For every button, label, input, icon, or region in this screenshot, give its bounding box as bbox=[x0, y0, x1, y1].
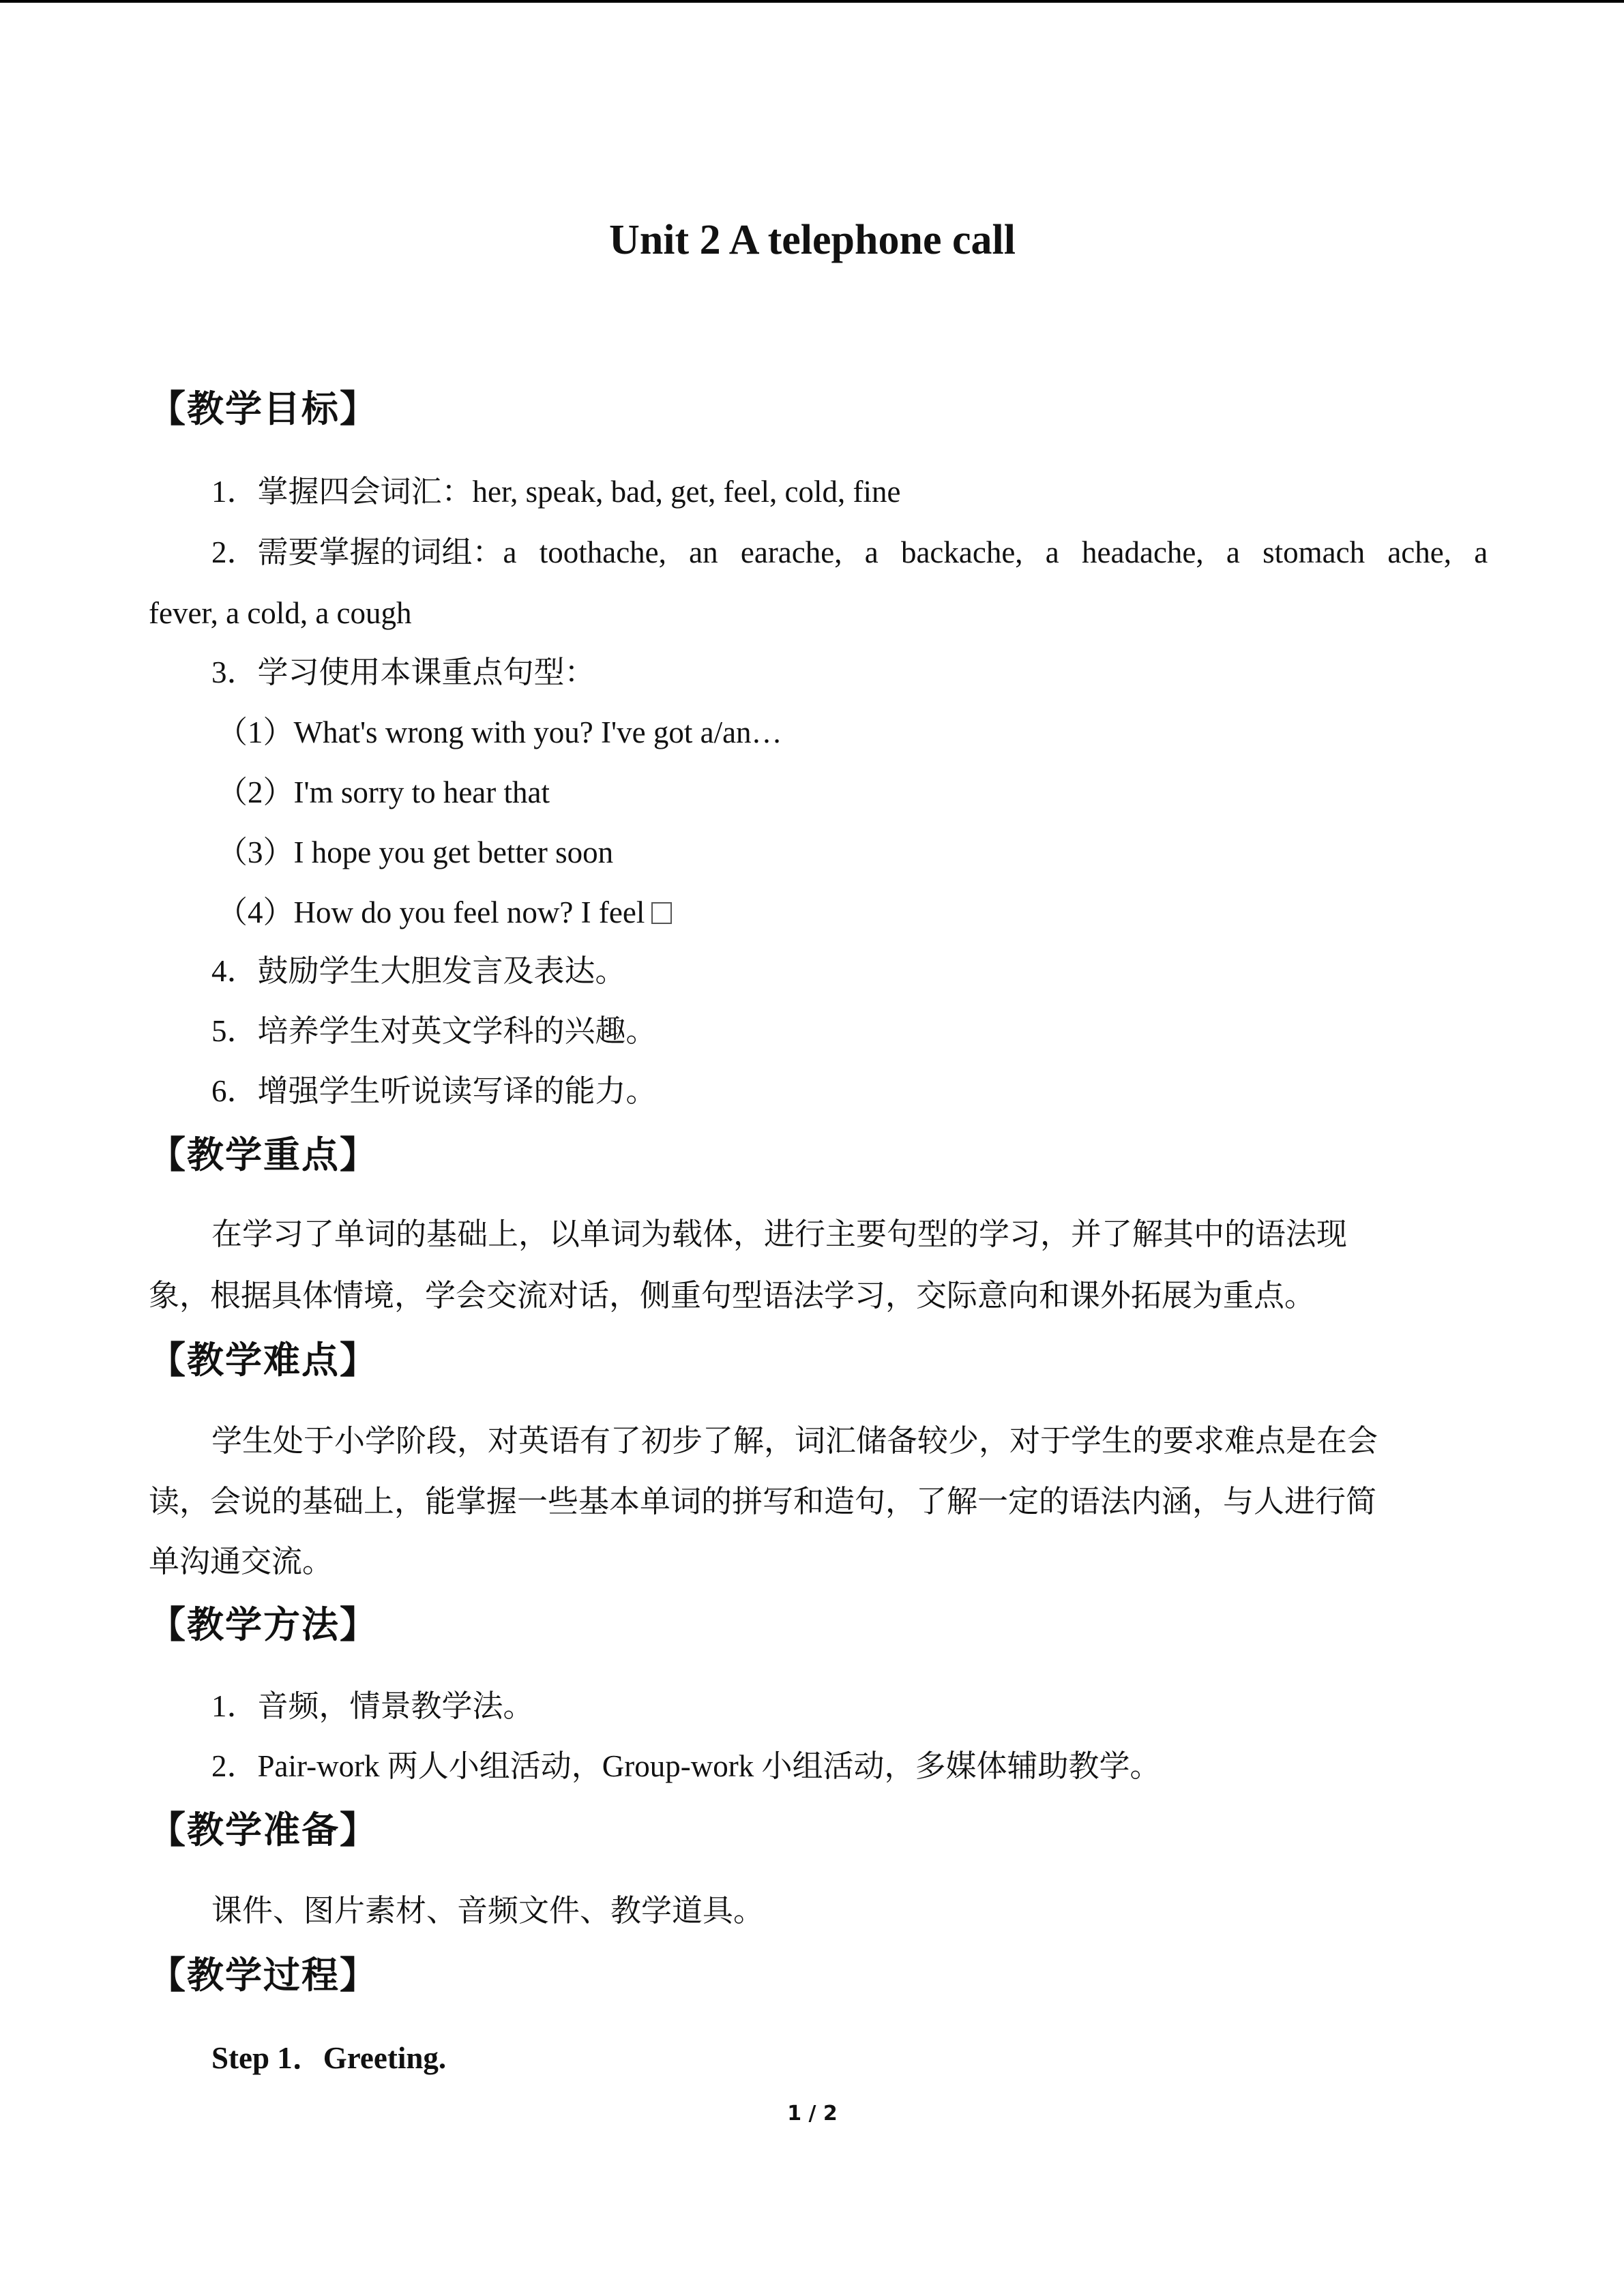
heading-preparation: 【教学准备】 bbox=[149, 1808, 378, 1851]
objective-item-3: 3．学习使用本课重点句型： bbox=[211, 655, 595, 689]
sentence-pattern-3: （3）I hope you get better soon bbox=[217, 835, 614, 869]
sentence-pattern-4-text: （4）How do you feel now? I feel bbox=[217, 895, 645, 929]
difficulties-line-2: 读，会说的基础上，能掌握一些基本单词的拼写和造句，了解一定的语法内涵，与人进行简 bbox=[149, 1485, 1377, 1519]
key-points-line-2: 象，根据具体情境，学会交流对话，侧重句型语法学习，交际意向和课外拓展为重点。 bbox=[149, 1279, 1316, 1313]
difficulties-line-3: 单沟通交流。 bbox=[149, 1545, 334, 1579]
objective-item-1: 1．掌握四会词汇：her, speak, bad, get, feel, cold, fine bbox=[211, 475, 901, 509]
heading-difficulties: 【教学难点】 bbox=[149, 1339, 378, 1382]
difficulties-line-1: 学生处于小学阶段，对英语有了初步了解，词汇储备较少，对于学生的要求难点是在会 bbox=[211, 1424, 1378, 1458]
page-number: 1 / 2 bbox=[787, 2102, 838, 2126]
method-item-2: 2．Pair-work 两人小组活动，Group-work 小组活动，多媒体辅助教学。 bbox=[211, 1749, 1161, 1783]
heading-methods: 【教学方法】 bbox=[149, 1603, 378, 1646]
objective-item-2-continuation: fever, a cold, a cough bbox=[149, 596, 412, 630]
sentence-pattern-4 bbox=[217, 892, 672, 933]
key-points-line-1: 在学习了单词的基础上，以单词为载体，进行主要句型的学习，并了解其中的语法现 bbox=[211, 1217, 1348, 1251]
heading-objectives: 【教学目标】 bbox=[149, 387, 378, 430]
heading-process: 【教学过程】 bbox=[149, 1954, 378, 1997]
objective-item-5: 5．培养学生对英文学科的兴趣。 bbox=[211, 1014, 657, 1048]
sentence-pattern-1: （1）What's wrong with you? I've got a/an… bbox=[217, 715, 782, 749]
heading-key-points: 【教学重点】 bbox=[149, 1133, 378, 1176]
objective-item-2-line: 2．需要掌握的词组：a toothache, an earache, a backache, a headache, a stomach ache, a bbox=[211, 535, 1488, 569]
method-item-1: 1．音频，情景教学法。 bbox=[211, 1689, 534, 1723]
process-step-1: Step 1．Greeting. bbox=[211, 2041, 447, 2075]
objective-item-2 bbox=[149, 532, 1488, 573]
page-title: Unit 2 A telephone call bbox=[609, 217, 1016, 263]
blank-box-icon bbox=[651, 902, 672, 924]
objective-item-4: 4．鼓励学生大胆发言及表达。 bbox=[211, 954, 626, 988]
objective-item-2-text bbox=[211, 532, 1488, 573]
top-border bbox=[0, 0, 1624, 3]
sentence-pattern-2: （2）I'm sorry to hear that bbox=[217, 775, 550, 809]
objective-item-6: 6．增强学生听说读写译的能力。 bbox=[211, 1074, 657, 1108]
preparation-line-1: 课件、图片素材、音频文件、教学道具。 bbox=[211, 1894, 765, 1928]
